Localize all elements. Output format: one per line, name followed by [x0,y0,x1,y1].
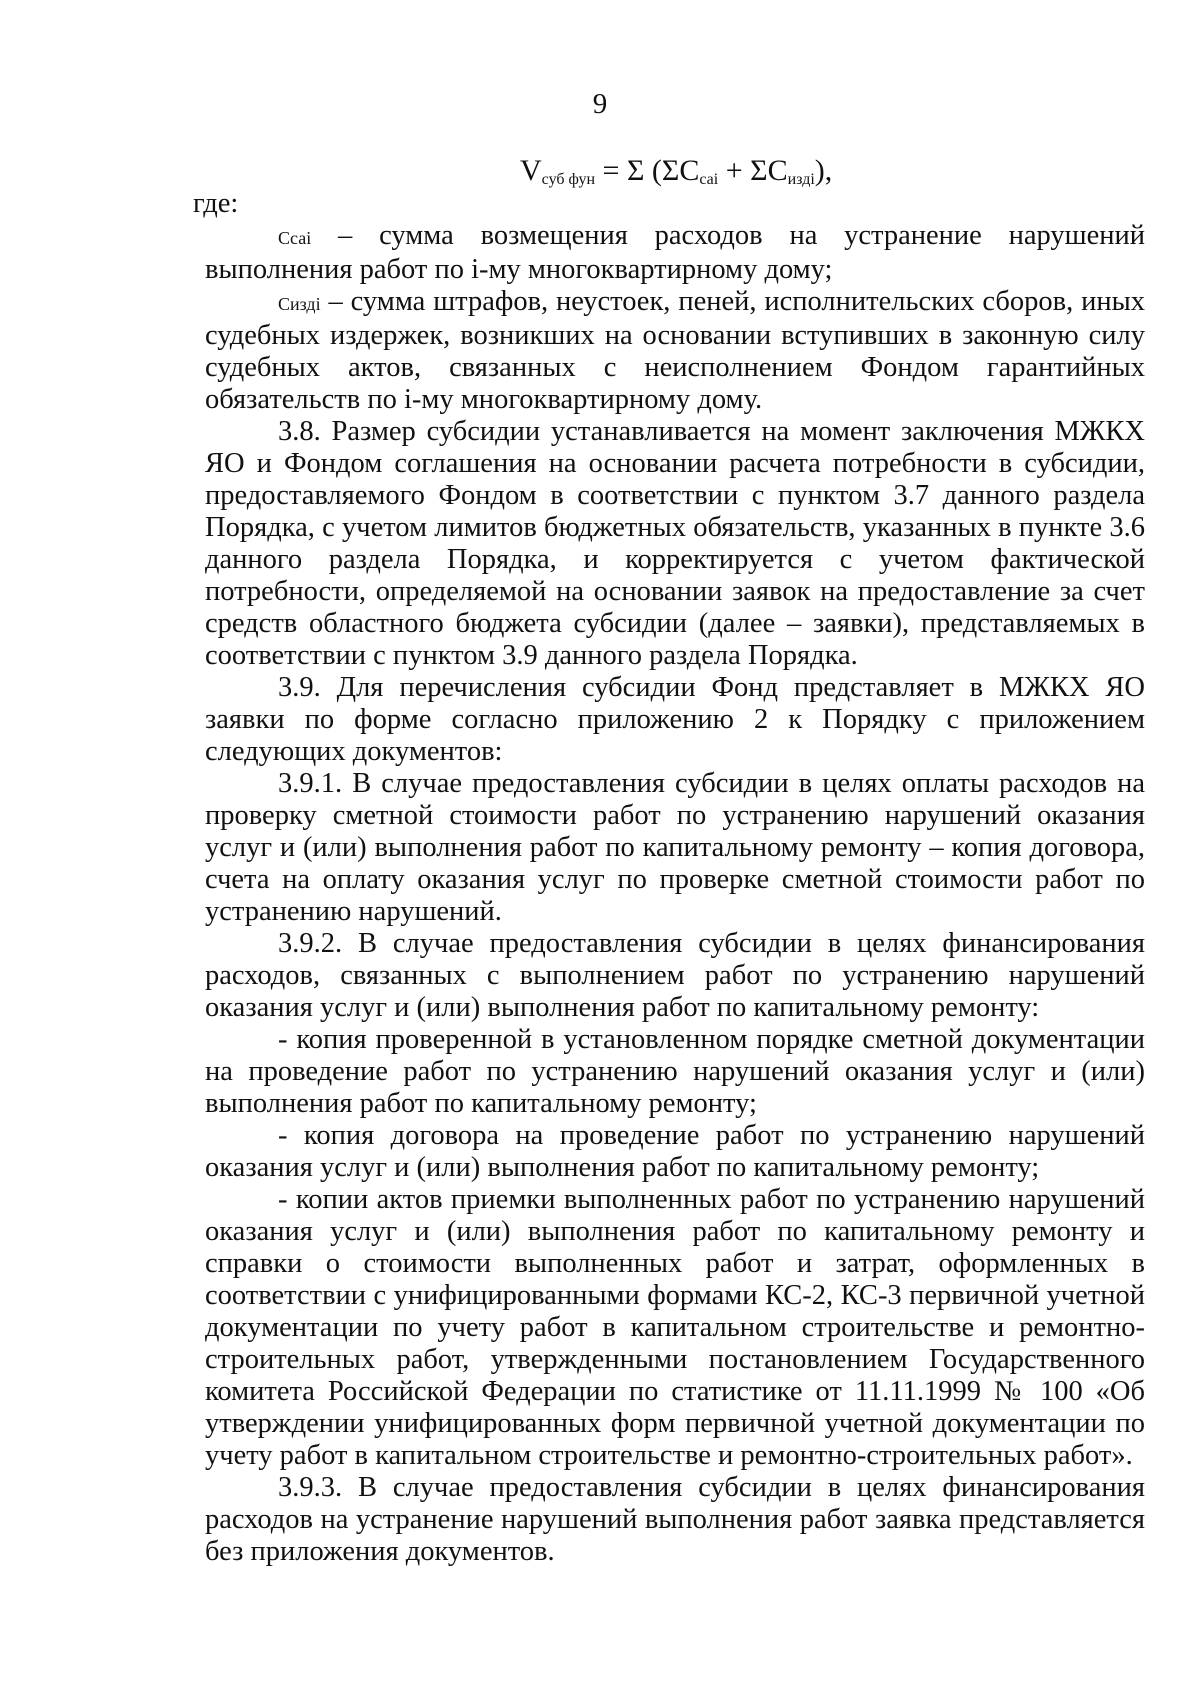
paragraph-3-9-2: 3.9.2. В случае предоставления субсидии в целях финансирования расходов, связанных с выполнением работ по устранению нарушений оказания услуг и (или) выполнения работ по капитальному ремонту: [205,928,1145,1023]
definition-cizd [205,286,1145,416]
paragraph-3-9-1: 3.9.1. В случае предоставления субсидии в целях оплаты расходов на проверку сметной стоимости работ по устранению нарушений оказания услуг и (или) выполнения работ по капитальному ремонту – копия договора, счета на оплату оказания услуг по проверке сметной стоимости работ по устранению нарушений. [205,768,1145,927]
paragraph-3-9-3: 3.9.3. В случае предоставления субсидии в целях финансирования расходов на устранение нарушений выполнения работ заявка представляется без приложения документов. [205,1472,1145,1567]
list-item-contract-copy: - копия договора на проведение работ по устранению нарушений оказания услуг и (или) выполнения работ по капитальному ремонту; [205,1120,1145,1183]
formula-middle: + ΣC [718,154,788,187]
definition-text: – сумма возмещения расходов на устранение нарушений выполнения работ по i-му многоквартирному дому; [205,220,1145,285]
definition-csa [205,220,1145,286]
formula-rhs-suffix: ), [814,154,833,187]
list-item-acceptance-acts: - копии актов приемки выполненных работ по устранению нарушений оказания услуг и (или) выполнения работ по капитальному ремонту и справки о стоимости выполненных работ и затрат, оформленных в соответствии с унифицированными формами КС-2, КС-3 первичной учетной документации по учету работ в капитальном строительстве и ремонтно-строительных работ, утвержденными постановлением Государственного комитета Российской Федерации по статистике от 11.11.1999 № 100 «Об утверждении унифицированных форм первичной учетной документации по учету работ в капитальном строительстве и ремонтно-строительных работ». [205,1184,1145,1471]
definition-text: – сумма штрафов, неустоек, пеней, исполнительских сборов, иных судебных издержек, возникших на основании вступивших в законную силу судебных актов, связанных с неисполнением Фондом гарантийных обязательств по i-му многоквартирному дому. [205,286,1145,415]
document-body [193,188,1145,1568]
formula-term2-subscript: издi [787,171,815,188]
formula-rhs-prefix: = Σ (ΣC [595,154,700,187]
paragraph-3-8: 3.8. Размер субсидии устанавливается на момент заключения МЖКХ ЯО и Фондом соглашения на основании расчета потребности в субсидии, предоставляемого Фондом в соответствии с пунктом 3.7 данного раздела Порядка, с учетом лимитов бюджетных обязательств, указанных в пункте 3.6 данного раздела Порядка, и корректируется с учетом фактической потребности, определяемой на основании заявок на предоставление за счет средств областного бюджета субсидии (далее – заявки), представляемых в соответствии с пунктом 3.9 данного раздела Порядка. [205,416,1145,671]
paragraph-3-9: 3.9. Для перечисления субсидии Фонд представляет в МЖКХ ЯО заявки по форме согласно приложению 2 к Порядку с приложением следующих документов: [205,672,1145,767]
definition-symbol: Cсаi [278,228,312,248]
list-item-estimate-copy: - копия проверенной в установленном порядке сметной документации на проведение работ по устранению нарушений оказания услуг и (или) выполнения работ по капитальному ремонту; [205,1024,1145,1119]
where-label: где: [193,188,239,219]
definition-symbol: Cиздi [278,294,321,314]
formula-lhs-subscript: суб фун [541,171,596,188]
formula-lhs-symbol: V [520,154,542,187]
page-number: 9 [592,88,608,120]
formula-term1-subscript: саi [699,171,719,188]
